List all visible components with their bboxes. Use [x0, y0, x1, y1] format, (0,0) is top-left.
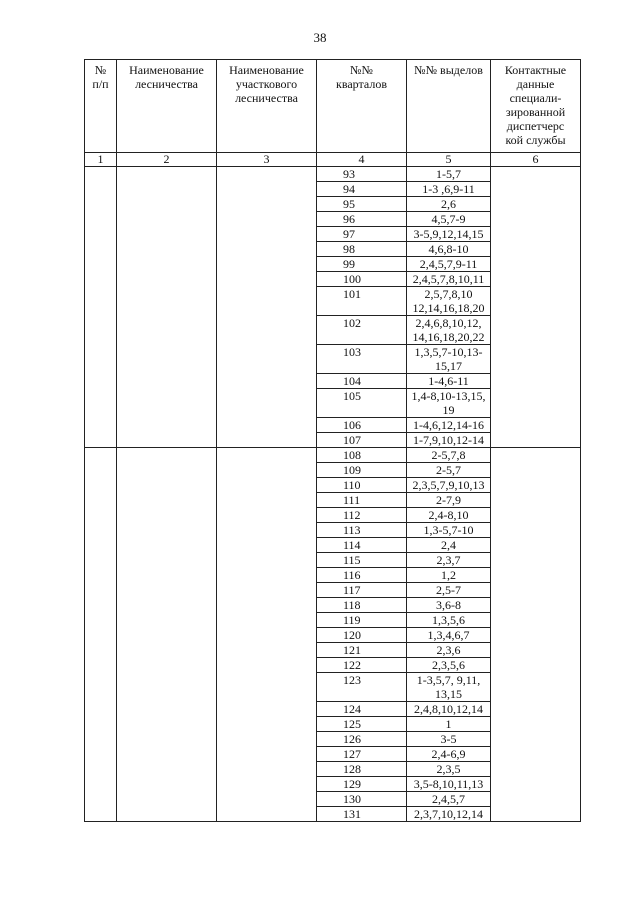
quarter-number-cell: 111: [317, 493, 407, 508]
header-allotment-numbers: №№ выделов: [407, 60, 491, 153]
quarter-number-cell: 104: [317, 374, 407, 389]
quarter-number-cell: 98: [317, 242, 407, 257]
allotment-numbers-cell: 2,4-8,10: [407, 508, 491, 523]
forestry-name-cell: [117, 448, 217, 822]
allotment-numbers-cell: 1-3 ,6,9-11: [407, 182, 491, 197]
allotment-numbers-cell: 2,3,5,7,9,10,13: [407, 478, 491, 493]
allotment-numbers-cell: 1-7,9,10,12-14: [407, 433, 491, 448]
quarter-number-cell: 108: [317, 448, 407, 463]
header-district-forestry-name: Наименование участкового лесничества: [217, 60, 317, 153]
quarter-number-cell: 105: [317, 389, 407, 418]
quarter-number-cell: 120: [317, 628, 407, 643]
allotment-numbers-cell: 2,3,5: [407, 762, 491, 777]
column-number: 4: [317, 153, 407, 167]
allotment-numbers-cell: 1-5,7: [407, 167, 491, 182]
quarter-number-cell: 125: [317, 717, 407, 732]
quarter-number-cell: 97: [317, 227, 407, 242]
allotment-numbers-cell: 1,3,5,7-10,13- 15,17: [407, 345, 491, 374]
quarter-number-cell: 127: [317, 747, 407, 762]
quarter-number-cell: 112: [317, 508, 407, 523]
allotment-numbers-cell: 1-4,6-11: [407, 374, 491, 389]
quarter-number-cell: 123: [317, 673, 407, 702]
allotment-numbers-cell: 2-5,7: [407, 463, 491, 478]
quarter-number-cell: 128: [317, 762, 407, 777]
quarter-number-cell: 131: [317, 807, 407, 822]
allotment-numbers-cell: 2,4,5,7: [407, 792, 491, 807]
allotment-numbers-cell: 2,3,6: [407, 643, 491, 658]
header-forestry-name: Наименование лесничества: [117, 60, 217, 153]
allotment-numbers-cell: 2,4: [407, 538, 491, 553]
allotment-numbers-cell: 2,6: [407, 197, 491, 212]
allotment-numbers-cell: 3,5-8,10,11,13: [407, 777, 491, 792]
allotment-numbers-cell: 2,4,8,10,12,14: [407, 702, 491, 717]
quarter-number-cell: 96: [317, 212, 407, 227]
quarter-number-cell: 109: [317, 463, 407, 478]
allotment-numbers-cell: 1,2: [407, 568, 491, 583]
quarter-number-cell: 103: [317, 345, 407, 374]
allotment-numbers-cell: 1-4,6,12,14-16: [407, 418, 491, 433]
quarter-number-cell: 93: [317, 167, 407, 182]
quarter-number-cell: 114: [317, 538, 407, 553]
allotment-numbers-cell: 1,3,5,6: [407, 613, 491, 628]
table-header-row: [85, 60, 581, 153]
quarter-number-cell: 119: [317, 613, 407, 628]
forest-quarters-table: [84, 59, 581, 822]
table-body: [85, 167, 581, 822]
allotment-numbers-cell: 1,4-8,10-13,15, 19: [407, 389, 491, 418]
allotment-numbers-cell: 1,3-5,7-10: [407, 523, 491, 538]
quarter-number-cell: 95: [317, 197, 407, 212]
header-contact-data: Контактные данные специали- зированной диспетчерс кой службы: [491, 60, 581, 153]
allotment-numbers-cell: 3,6-8: [407, 598, 491, 613]
allotment-numbers-cell: 2,5-7: [407, 583, 491, 598]
district-forestry-cell: [217, 167, 317, 448]
quarter-number-cell: 126: [317, 732, 407, 747]
allotment-numbers-cell: 2,3,5,6: [407, 658, 491, 673]
quarter-number-cell: 110: [317, 478, 407, 493]
quarter-number-cell: 117: [317, 583, 407, 598]
quarter-number-cell: 129: [317, 777, 407, 792]
quarter-number-cell: 122: [317, 658, 407, 673]
quarter-number-cell: 130: [317, 792, 407, 807]
quarter-number-cell: 121: [317, 643, 407, 658]
page-number: 38: [313, 30, 327, 45]
quarter-number-cell: 100: [317, 272, 407, 287]
contact-data-cell: [491, 448, 581, 822]
column-number: 5: [407, 153, 491, 167]
column-number: 6: [491, 153, 581, 167]
quarter-number-cell: 118: [317, 598, 407, 613]
allotment-numbers-cell: 4,6,8-10: [407, 242, 491, 257]
district-forestry-cell: [217, 448, 317, 822]
quarter-number-cell: 107: [317, 433, 407, 448]
allotment-numbers-cell: 2-7,9: [407, 493, 491, 508]
allotment-numbers-cell: 1-3,5,7, 9,11, 13,15: [407, 673, 491, 702]
forestry-name-cell: [117, 167, 217, 448]
row-number-cell: [85, 167, 117, 448]
quarter-number-cell: 113: [317, 523, 407, 538]
header-quarter-numbers: №№ кварталов: [317, 60, 407, 153]
contact-data-cell: [491, 167, 581, 448]
column-number: 3: [217, 153, 317, 167]
allotment-numbers-cell: 2,4,6,8,10,12, 14,16,18,20,22: [407, 316, 491, 345]
allotment-numbers-cell: 2-5,7,8: [407, 448, 491, 463]
allotment-numbers-cell: 2,3,7,10,12,14: [407, 807, 491, 822]
column-number: 2: [117, 153, 217, 167]
allotment-numbers-cell: 2,4,5,7,8,10,11: [407, 272, 491, 287]
allotment-numbers-cell: 3-5: [407, 732, 491, 747]
quarter-number-cell: 102: [317, 316, 407, 345]
quarter-number-cell: 116: [317, 568, 407, 583]
quarter-number-cell: 124: [317, 702, 407, 717]
row-number-cell: [85, 448, 117, 822]
allotment-numbers-cell: 1: [407, 717, 491, 732]
quarter-number-cell: 106: [317, 418, 407, 433]
quarter-number-cell: 101: [317, 287, 407, 316]
table-row: [85, 448, 581, 463]
column-number: 1: [85, 153, 117, 167]
header-row-number: № п/п: [85, 60, 117, 153]
allotment-numbers-cell: 3-5,9,12,14,15: [407, 227, 491, 242]
allotment-numbers-cell: 4,5,7-9: [407, 212, 491, 227]
quarter-number-cell: 115: [317, 553, 407, 568]
allotment-numbers-cell: 2,5,7,8,10 12,14,16,18,20: [407, 287, 491, 316]
quarter-number-cell: 99: [317, 257, 407, 272]
allotment-numbers-cell: 1,3,4,6,7: [407, 628, 491, 643]
allotment-numbers-cell: 2,4-6,9: [407, 747, 491, 762]
allotment-numbers-cell: 2,3,7: [407, 553, 491, 568]
allotment-numbers-cell: 2,4,5,7,9-11: [407, 257, 491, 272]
table-row: [85, 167, 581, 182]
quarter-number-cell: 94: [317, 182, 407, 197]
column-number-row: [85, 153, 581, 167]
